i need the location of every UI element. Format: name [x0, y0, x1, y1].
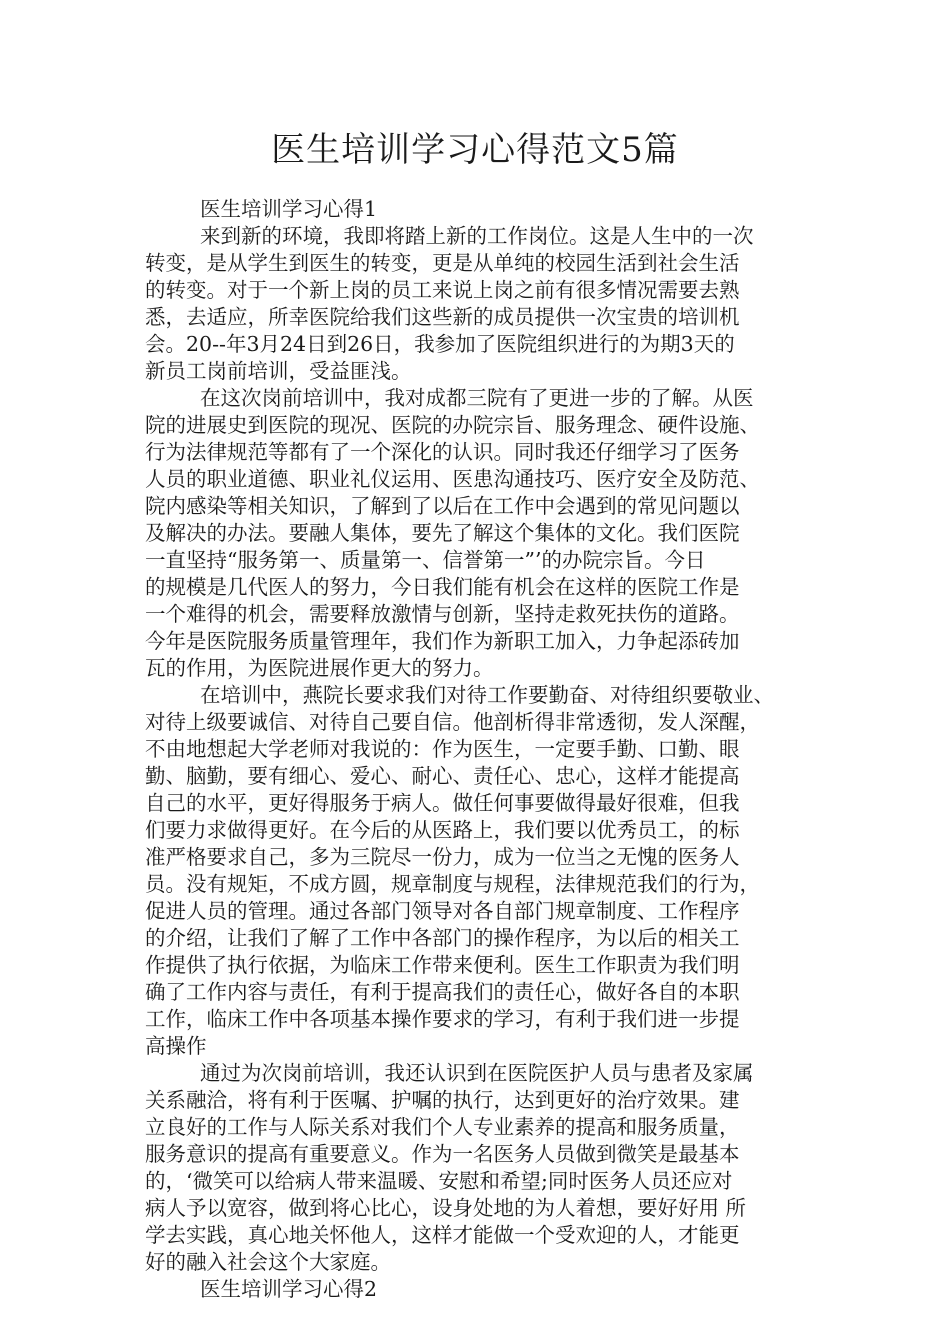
page-title: 医生培训学习心得范文5篇 — [271, 130, 679, 170]
text-line: 的转变。对于一个新上岗的员工来说上岗之前有很多情况需要去熟 — [145, 278, 740, 302]
paragraph — [145, 682, 813, 1060]
text-line: 在培训中，燕院长要求我们对待工作要勤奋、对待组织要敬业、 — [200, 683, 774, 707]
text-line: 工作，临床工作中各项基本操作要求的学习，有利于我们进一步提 — [145, 1007, 740, 1031]
text-line: 准严格要求自己，多为三院尽一份力，成为一位当之无愧的医务人 — [145, 845, 740, 869]
text-line: 确了工作内容与责任，有利于提高我们的责任心，做好各自的本职 — [145, 980, 740, 1004]
paragraph — [145, 1060, 813, 1276]
text-line: 院的进展史到医院的现况、医院的办院宗旨、服务理念、硬件设施、 — [145, 413, 760, 437]
text-line: 的，‘微笑可以给病人带来温暖、安慰和希望;同时医务人员还应对 — [145, 1169, 733, 1193]
text-line: 转变，是从学生到医生的转变，更是从单纯的校园生活到社会生活 — [145, 251, 740, 275]
section-heading: 医生培训学习心得1 — [200, 197, 378, 221]
text-line: 促进人员的管理。通过各部门领导对各自部门规章制度、工作程序 — [145, 899, 740, 923]
text-line: 自己的水平，更好得服务于病人。做任何事要做得最好很难，但我 — [145, 791, 740, 815]
text-line: 学去实践，真心地关怀他人，这样才能做一个受欢迎的人，才能更 — [145, 1223, 740, 1247]
text-line: 人员的职业道德、职业礼仪运用、医患沟通技巧、医疗安全及防范、 — [145, 467, 760, 491]
text-line: 在这次岗前培训中，我对成都三院有了更进一步的了解。从医 — [200, 386, 754, 410]
text-line: 新员工岗前培训，受益匪浅。 — [145, 359, 412, 383]
section-heading: 医生培训学习心得2 — [200, 1277, 378, 1301]
paragraph — [145, 385, 813, 682]
text-line: 病人予以宽容，做到将心比心，设身处地的为人着想，要好好用 所 — [145, 1196, 747, 1220]
text-line: 悉，去适应，所幸医院给我们这些新的成员提供一次宝贵的培训机 — [145, 305, 740, 329]
text-line: 员。没有规矩，不成方圆，规章制度与规程，法律规范我们的行为， — [145, 872, 760, 896]
document-body — [145, 196, 813, 1303]
text-line: 对待上级要诚信、对待自己要自信。他剖析得非常透彻，发人深醒， — [145, 710, 760, 734]
paragraph — [145, 223, 813, 385]
text-line: 作提供了执行依据，为临床工作带来便利。医生工作职责为我们明 — [145, 953, 740, 977]
text-line: 的介绍，让我们了解了工作中各部门的操作程序，为以后的相关工 — [145, 926, 740, 950]
text-line: 会。20--年3月24日到26日，我参加了医院组织进行的为期3天的 — [145, 332, 735, 356]
text-line: 一直坚持“服务第一、质量第一、信誉第一”’的办院宗旨。今日 — [145, 548, 706, 572]
text-line: 通过为次岗前培训，我还认识到在医院医护人员与患者及家属 — [200, 1061, 754, 1085]
text-line: 来到新的环境，我即将踏上新的工作岗位。这是人生中的一次 — [200, 224, 754, 248]
text-line: 瓦的作用，为医院进展作更大的努力。 — [145, 656, 494, 680]
text-line: 立良好的工作与人际关系对我们个人专业素养的提高和服务质量， — [145, 1115, 740, 1139]
text-line: 勤、脑勤，要有细心、爱心、耐心、责任心、忠心，这样才能提高 — [145, 764, 740, 788]
text-line: 不由地想起大学老师对我说的：作为医生，一定要手勤、口勤、眼 — [145, 737, 740, 761]
text-line: 们要力求做得更好。在今后的从医路上，我们要以优秀员工，的标 — [145, 818, 740, 842]
text-line: 及解决的办法。要融人集体，要先了解这个集体的文化。我们医院 — [145, 521, 740, 545]
text-line: 今年是医院服务质量管理年，我们作为新职工加入，力争起添砖加 — [145, 629, 740, 653]
text-line: 关系融洽，将有利于医嘱、护嘱的执行，达到更好的治疗效果。建 — [145, 1088, 740, 1112]
text-line: 院内感染等相关知识，了解到了以后在工作中会遇到的常见问题以 — [145, 494, 740, 518]
text-line: 的规模是几代医人的努力，今日我们能有机会在这样的医院工作是 — [145, 575, 740, 599]
text-line: 行为法律规范等都有了一个深化的认识。同时我还仔细学习了医务 — [145, 440, 740, 464]
text-line: 服务意识的提高有重要意义。作为一名医务人员做到微笑是最基本 — [145, 1142, 740, 1166]
text-line: 一个难得的机会，需要释放激情与创新，坚持走救死扶伤的道路。 — [145, 602, 740, 626]
text-line: 好的融入社会这个大家庭。 — [145, 1250, 391, 1274]
text-line: 高操作 — [145, 1034, 207, 1058]
